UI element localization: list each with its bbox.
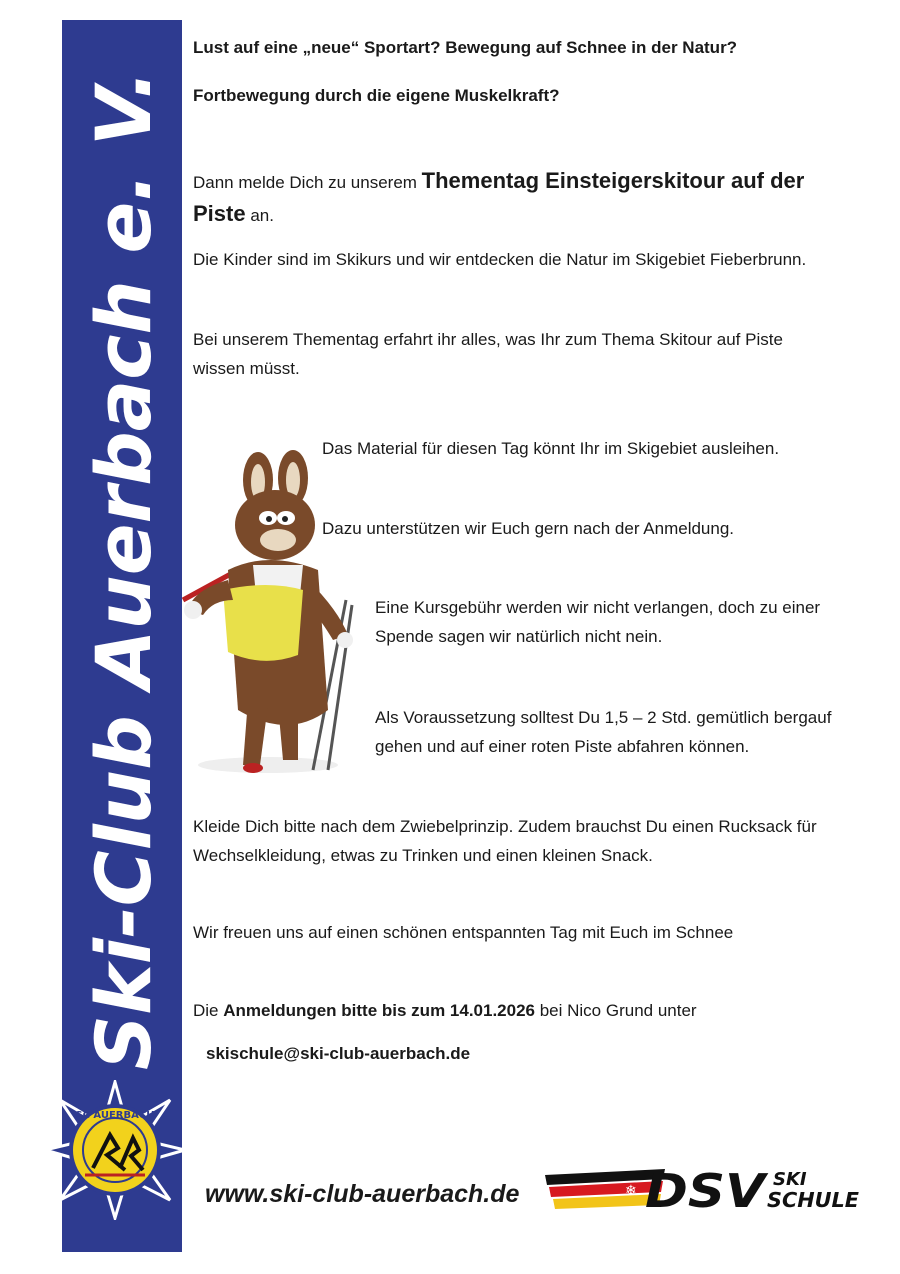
- club-logo: [30, 1080, 200, 1220]
- fee-line-2: Spende sagen wir natürlich nicht nein.: [375, 627, 663, 646]
- kids-text: Die Kinder sind im Skikurs und wir entdecken die Natur im Skigebiet Fieberbrunn.: [193, 250, 807, 269]
- event-name-part-1: Thementag Einsteigerskitour auf der: [421, 168, 805, 193]
- sidebar-title: Ski-Club Auerbach e. V.: [79, 74, 168, 1070]
- requirement-line-1: Als Voraussetzung solltest Du 1,5 – 2 Std. gemütlich bergauf: [375, 708, 832, 727]
- intro-prefix: Dann melde Dich zu unserem: [193, 173, 422, 192]
- event-name-part-2: Piste: [193, 201, 246, 226]
- requirement-line-2: gehen und auf einer roten Piste abfahren können.: [375, 737, 750, 756]
- headline-line-1: Lust auf eine „neue“ Sportart? Bewegung auf Schnee in der Natur?: [193, 38, 738, 57]
- dsv-text: DSV: [645, 1165, 769, 1213]
- sidebar-title-svg: [62, 20, 182, 1252]
- intro-suffix: an.: [245, 206, 274, 225]
- club-logo-text: SC AUERBACH: [75, 1110, 155, 1121]
- learn-line-1: Bei unserem Thementag erfahrt ihr alles, was Ihr zum Thema Skitour auf Piste: [193, 330, 783, 349]
- registration-email[interactable]: skischule@ski-club-auerbach.de: [206, 1044, 471, 1063]
- clothes-line-1: Kleide Dich bitte nach dem Zwiebelprinzip. Zudem brauchst Du einen Rucksack für: [193, 817, 817, 836]
- dsv-skischule-logo: [545, 1165, 865, 1213]
- registration-prefix: Die: [193, 1001, 224, 1020]
- bunny-mascot-illustration: [168, 440, 368, 785]
- support-text: Dazu unterstützen wir Euch gern nach der Anmeldung.: [322, 519, 735, 538]
- intro-line-2: [193, 199, 274, 230]
- sidebar-banner: [62, 20, 182, 1252]
- material-text: Das Material für diesen Tag könnt Ihr im Skigebiet ausleihen.: [322, 439, 780, 458]
- learn-line-2: wissen müsst.: [193, 359, 300, 378]
- fee-line-1: Eine Kursgebühr werden wir nicht verlangen, doch zu einer: [375, 598, 821, 617]
- intro-line-1: [193, 166, 804, 197]
- headline-line-2: Fortbewegung durch die eigene Muskelkraft?: [193, 86, 560, 105]
- snowflake-icon: ❄: [625, 1183, 637, 1199]
- looking-forward-text: Wir freuen uns auf einen schönen entspannten Tag mit Euch im Schnee: [193, 923, 734, 942]
- clothes-line-2: Wechselkleidung, etwas zu Trinken und einen kleinen Snack.: [193, 846, 653, 865]
- dsv-schule-text: SCHULE: [767, 1188, 860, 1212]
- registration-deadline: Anmeldungen bitte bis zum 14.01.2026: [223, 1001, 535, 1020]
- website-link[interactable]: www.ski-club-auerbach.de: [205, 1180, 520, 1208]
- dsv-ski-text: SKI: [773, 1169, 807, 1190]
- registration-suffix: bei Nico Grund unter: [535, 1001, 697, 1020]
- registration-text: [193, 996, 697, 1025]
